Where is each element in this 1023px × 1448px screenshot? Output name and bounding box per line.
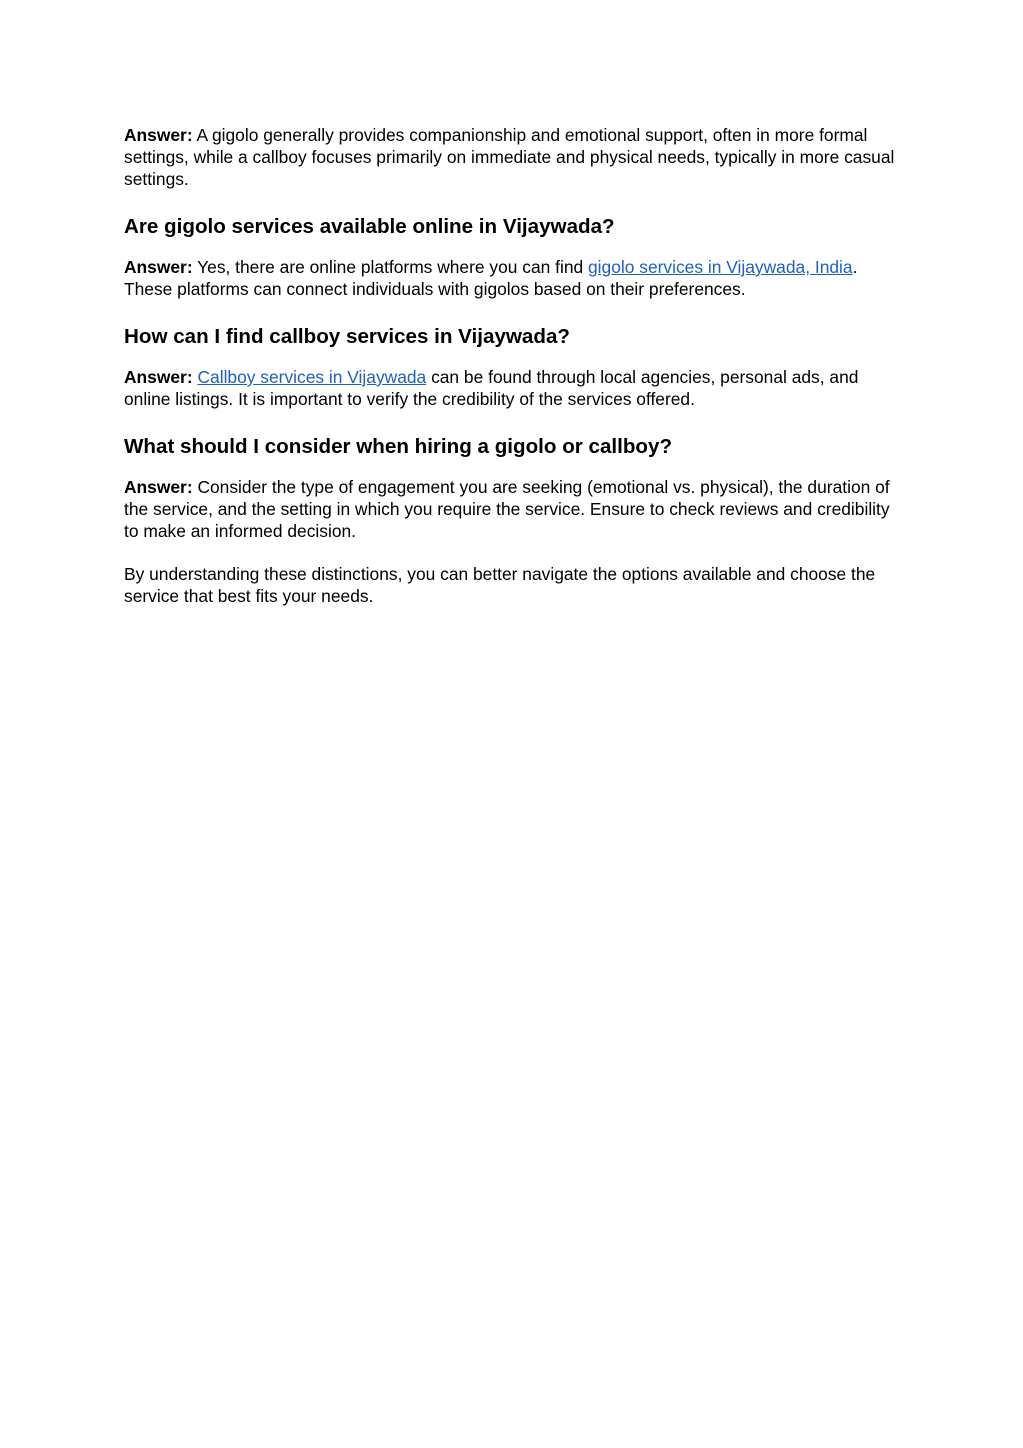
answer-text: can be found through local agencies, personal ads, and online listings. It is important to verify the credibility of the services offered. xyxy=(124,367,859,409)
conclusion-paragraph: By understanding these distinctions, you can better navigate the options available and choose the service that best fits your needs. xyxy=(124,564,876,606)
question-heading-find: How can I find callboy services in Vijaywada? xyxy=(124,325,570,348)
answer-text: Yes, there are online platforms where you can find xyxy=(192,257,589,277)
intro-answer xyxy=(124,124,899,190)
question-heading-consider: What should I consider when hiring a gigolo or callboy? xyxy=(124,435,673,458)
answer-label: Answer: xyxy=(124,257,193,277)
gigolo-services-link[interactable]: gigolo services in Vijaywada, India xyxy=(588,257,853,277)
callboy-services-link[interactable]: Callboy services in Vijaywada xyxy=(197,367,427,387)
document-page xyxy=(124,124,899,607)
answer-online xyxy=(124,256,899,300)
answer-text: A gigolo generally provides companionship and emotional support, often in more formal settings, while a callboy focuses primarily on immediate and physical needs, typically in more casual settings. xyxy=(124,125,895,189)
answer-consider xyxy=(124,476,899,542)
answer-label: Answer: xyxy=(124,477,193,497)
answer-label: Answer: xyxy=(124,125,193,145)
answer-label: Answer: xyxy=(124,367,193,387)
answer-text: Consider the type of engagement you are seeking (emotional vs. physical), the duration of the service, and the setting in which you require the service. Ensure to check reviews and credibility to make an informed decision. xyxy=(124,477,890,541)
question-heading-online: Are gigolo services available online in Vijaywada? xyxy=(124,215,615,238)
answer-text: . These platforms can connect individuals with gigolos based on their preferences. xyxy=(124,257,858,299)
answer-find xyxy=(124,366,899,410)
